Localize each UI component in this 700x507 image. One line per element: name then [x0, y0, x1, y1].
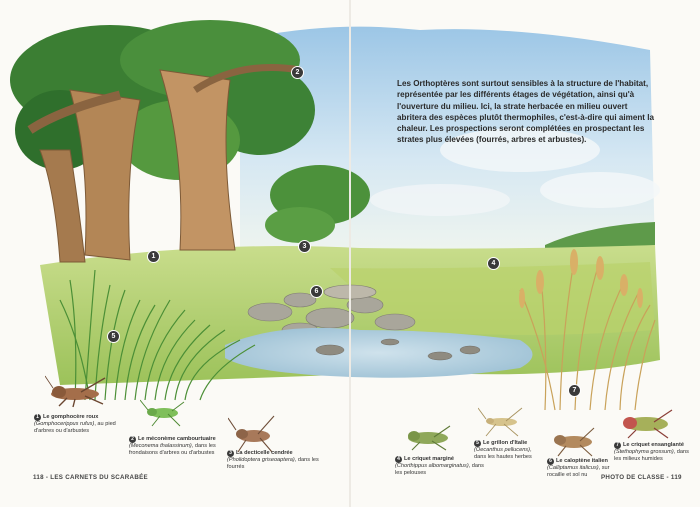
species-latin: (Pholidoptera griseoaptera) [227, 457, 295, 463]
species-habitat: , dans les pelouses [395, 463, 484, 476]
species-habitat: , au pied d'arbres ou d'arbustes [34, 421, 116, 434]
footer-right-folio: PHOTO DE CLASSE - 119 [601, 474, 682, 481]
species-latin: (Chorthippus albomarginatus) [395, 463, 469, 469]
species-latin: (Gomphocerippus rufus) [34, 421, 95, 427]
caption-number: 5 [474, 440, 481, 447]
caption-number: 7 [614, 442, 621, 449]
caption-number: 4 [395, 456, 402, 463]
species-habitat: , dans les hautes herbes [474, 447, 532, 460]
species-habitat: , dans les milieux humides [614, 449, 689, 462]
species-name: La decticelle cendrée [236, 450, 293, 456]
footer-left-folio: 118 - LES CARNETS DU SCARABÉE [33, 474, 148, 481]
species-caption-5 [474, 440, 544, 461]
species-caption-1 [34, 414, 126, 435]
species-latin: (Oecanthus pellucens) [474, 447, 530, 453]
species-caption-3 [227, 450, 319, 471]
species-caption-7 [614, 442, 692, 463]
species-name: Le criquet marginé [404, 456, 455, 462]
species-name: Le caloptène italien [556, 458, 608, 464]
marker-1: 1 [147, 250, 160, 263]
grasshopper-illustration-6 [548, 424, 598, 458]
species-habitat: , dans les frondaisons d'arbres ou d'arbustes [129, 443, 216, 456]
species-latin: (Stethophyma grossum) [614, 449, 674, 455]
caption-number: 2 [129, 436, 136, 443]
grasshopper-illustration-7 [616, 408, 674, 440]
species-name: Le méconème cambourtuaire [138, 436, 216, 442]
species-name: Le grillon d'Italie [483, 440, 528, 446]
species-name: Le gomphocère roux [43, 414, 99, 420]
intro-paragraph: Les Orthoptères sont surtout sensibles à la structure de l'habitat, représentée par les différents étages de végétation, ainsi qu'à l'ouverture du milieu. Ici, la strate herbacée en milieu ouvert abritera des espèces plutôt thermophiles, c'est-à-dire qui aiment la chaleur. Les prospections seront complétées en prospectant les strates plus élevées (fourrés, arbres et arbustes). [397, 79, 654, 145]
marker-2: 2 [291, 66, 304, 79]
species-name: Le criquet ensanglanté [623, 442, 684, 448]
caption-number: 3 [227, 450, 234, 457]
species-latin: (Meconema thalassinum) [129, 443, 192, 449]
grasshopper-illustration-2 [140, 398, 188, 428]
marker-7: 7 [568, 384, 581, 397]
marker-4: 4 [487, 257, 500, 270]
grasshopper-illustration-1 [45, 372, 111, 408]
species-habitat: , sur rocaille et sol nu [547, 465, 610, 478]
marker-5: 5 [107, 330, 120, 343]
grasshopper-illustration-3 [228, 412, 278, 454]
page-gutter [349, 0, 351, 507]
cricket-illustration-5 [478, 404, 526, 438]
species-habitat: , dans les fourrés [227, 457, 319, 470]
species-latin: (Calliptamus italicus) [547, 465, 599, 471]
marker-6: 6 [310, 285, 323, 298]
marker-3: 3 [298, 240, 311, 253]
caption-number: 6 [547, 458, 554, 465]
caption-number: 1 [34, 414, 41, 421]
grasshopper-illustration-4 [402, 420, 454, 452]
species-caption-2 [129, 436, 221, 457]
